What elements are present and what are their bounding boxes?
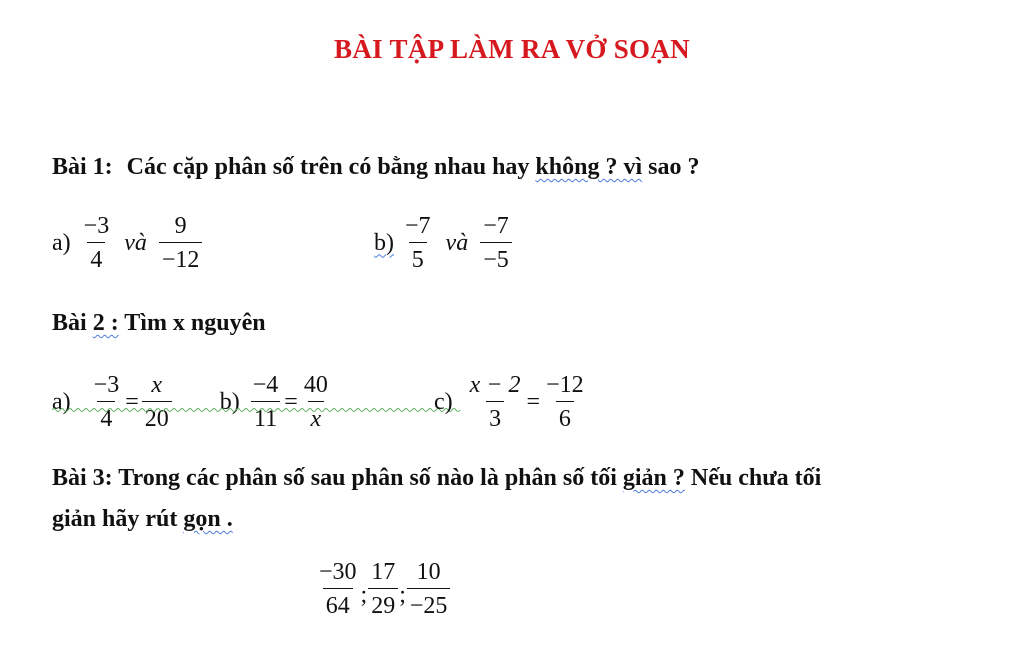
- bai2-question-text: Tìm x nguyên: [124, 310, 266, 336]
- numerator: 10: [416, 559, 441, 585]
- denominator: −5: [480, 242, 512, 272]
- bai2-a-label: a): [52, 388, 71, 415]
- bai1-question-underlined: không ? vì: [535, 154, 643, 180]
- bai1-heading-line: [52, 154, 699, 181]
- bai3-fraction-2: [368, 560, 398, 618]
- numerator: −4: [252, 372, 279, 398]
- bai2-c-label: c): [434, 388, 453, 415]
- denominator: 6: [556, 401, 574, 431]
- numerator: x: [151, 372, 163, 398]
- bai2-b-fraction-2: [301, 373, 331, 431]
- page-title: BÀI TẬP LÀM RA VỞ SOẠN: [334, 34, 690, 64]
- numerator: −3: [83, 213, 110, 239]
- bai3-question-underlined: giản ?: [622, 465, 685, 491]
- bai2-a-fraction-2: [142, 373, 172, 431]
- bai3-line2-text: giản hãy rút: [52, 506, 178, 532]
- bai3-fractions: [316, 560, 450, 618]
- bai2-equations-ab: [52, 368, 462, 436]
- bai1-b-fraction-1: [402, 214, 434, 272]
- bai1-b-fraction-2: [480, 214, 512, 272]
- bai3-line2-underlined: gọn .: [183, 506, 233, 532]
- denominator: 5: [409, 242, 427, 272]
- bai3-fraction-3: [407, 560, 451, 618]
- denominator: 4: [97, 401, 115, 431]
- denominator: 11: [251, 401, 280, 431]
- bai3-question-end: Nếu chưa tối: [690, 465, 822, 491]
- bai1-question-end: sao ?: [648, 154, 700, 180]
- bai2-label-prefix: Bài: [52, 310, 87, 336]
- bai1-question-text: Các cặp phân số trên có bằng nhau hay: [126, 154, 530, 180]
- bai1-b-label: b): [374, 229, 394, 256]
- bai2-heading: [52, 310, 266, 337]
- grammar-wavy-underline: [52, 407, 462, 413]
- bai3-heading-line-2: [52, 506, 233, 533]
- denominator: 29: [368, 588, 398, 618]
- bai2-c-equals: =: [526, 388, 541, 415]
- separator-semicolon: ;: [360, 581, 368, 608]
- bai2-equation-c: [434, 368, 587, 436]
- bai1-a-fraction-2: [159, 214, 203, 272]
- numerator: x − 2: [469, 372, 521, 398]
- bai1-label: Bài 1:: [52, 154, 113, 180]
- bai2-a-fraction-1: [91, 373, 123, 431]
- numerator: −7: [483, 213, 509, 239]
- denominator: 20: [142, 401, 172, 431]
- denominator: 3: [486, 401, 504, 431]
- bai1-part-a: [52, 214, 202, 272]
- bai3-label: Bài 3:: [52, 465, 113, 491]
- bai3-question-text: Trong các phân số sau phân số nào là phân số tối: [118, 465, 617, 491]
- bai2-label-num: 2 :: [92, 310, 119, 336]
- bai3-fraction-1: [316, 560, 360, 618]
- bai1-a-and: và: [124, 229, 147, 256]
- bai2-b-equals: =: [284, 388, 298, 415]
- bai2-b-fraction-1: [250, 373, 282, 431]
- numerator: 9: [174, 213, 187, 239]
- bai2-b-label: b): [219, 388, 240, 415]
- bai2-a-equals: =: [125, 388, 139, 415]
- denominator: 64: [323, 588, 353, 618]
- bai2-c-fraction-2: [543, 373, 587, 431]
- denominator: −12: [159, 242, 203, 272]
- bai2-c-fraction-1: [467, 373, 524, 431]
- numerator: 17: [371, 559, 396, 585]
- bai1-a-fraction-1: [81, 214, 113, 272]
- numerator: 40: [303, 372, 328, 398]
- denominator: x: [308, 401, 325, 431]
- numerator: −12: [546, 372, 584, 398]
- bai3-heading-line-1: [52, 465, 821, 492]
- numerator: −30: [319, 559, 357, 585]
- bai1-b-and: và: [445, 229, 469, 256]
- bai1-question: [127, 154, 700, 180]
- bai1-part-b: [374, 214, 512, 272]
- denominator: −25: [407, 588, 451, 618]
- bai1-a-label: a): [52, 229, 71, 256]
- numerator: −7: [405, 213, 431, 239]
- separator-semicolon: ;: [399, 581, 406, 608]
- denominator: 4: [87, 242, 105, 272]
- numerator: −3: [93, 372, 120, 398]
